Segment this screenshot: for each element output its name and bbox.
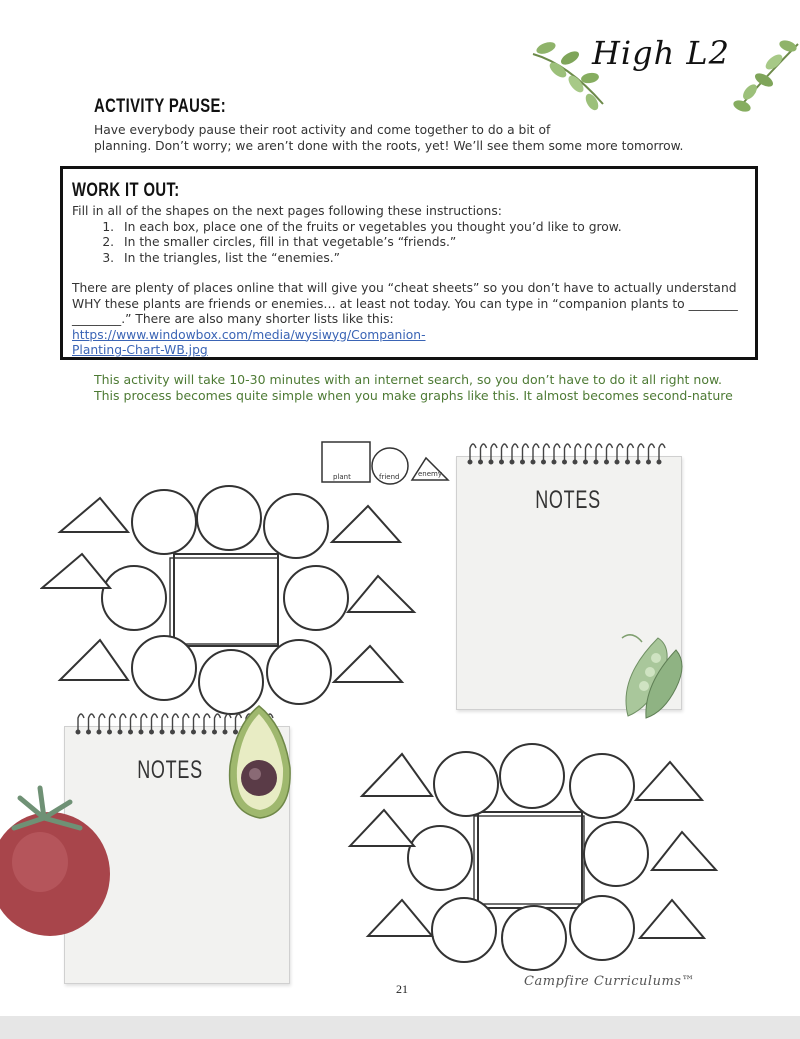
spiral-hole <box>171 730 175 734</box>
spiral-ring <box>204 714 210 732</box>
enemy-triangle[interactable] <box>652 832 716 870</box>
enemy-triangle[interactable] <box>362 754 432 796</box>
legend-enemy-label: enemy <box>418 470 443 478</box>
spiral-ring <box>638 444 644 462</box>
spiral-ring <box>491 444 497 462</box>
companion-chart-link-continued[interactable]: Planting-Chart-WB.jpg <box>72 343 208 357</box>
time-note-line-1: This activity will take 10-30 minutes with an internet search, so you don’t have to do it all right now. <box>94 372 723 387</box>
spiral-hole <box>468 460 472 464</box>
notes-label-bottom: NOTES <box>137 756 203 784</box>
pea-pod-icon <box>598 628 690 720</box>
spiral-hole <box>647 460 651 464</box>
time-note <box>94 372 754 404</box>
friend-circle[interactable] <box>267 640 331 704</box>
friend-circle[interactable] <box>197 486 261 550</box>
spiral-hole <box>150 730 154 734</box>
spiral-hole <box>192 730 196 734</box>
spiral-hole <box>594 460 598 464</box>
plant-box[interactable] <box>478 812 582 908</box>
spiral-ring <box>586 444 592 462</box>
companion-web-bottom <box>340 740 720 980</box>
spiral-ring <box>607 444 613 462</box>
enemy-triangle[interactable] <box>332 506 400 542</box>
friend-circle[interactable] <box>132 636 196 700</box>
spiral-ring <box>512 444 518 462</box>
enemy-triangle[interactable] <box>640 900 704 938</box>
spiral-ring <box>120 714 126 732</box>
spiral-ring <box>78 714 84 732</box>
spiral-ring <box>162 714 168 732</box>
spiral-ring <box>89 714 95 732</box>
enemy-triangle[interactable] <box>60 640 128 680</box>
plant-box[interactable] <box>174 554 278 646</box>
enemy-triangle[interactable] <box>60 498 128 532</box>
brand-signature: Campfire Curriculums™ <box>524 974 695 989</box>
spiral-ring <box>194 714 200 732</box>
spiral-hole <box>489 460 493 464</box>
spiral-ring <box>502 444 508 462</box>
activity-pause-line-1: Have everybody pause their root activity and come together to do a bit of <box>94 123 551 137</box>
legend-friend-label: friend <box>379 473 400 481</box>
enemy-triangle[interactable] <box>350 810 414 846</box>
spiral-ring <box>575 444 581 462</box>
spiral-ring <box>659 444 665 462</box>
spiral-ring <box>141 714 147 732</box>
friend-circle[interactable] <box>132 490 196 554</box>
page-number: 21 <box>396 982 408 996</box>
spiral-ring <box>533 444 539 462</box>
spiral-hole <box>636 460 640 464</box>
spiral-ring <box>131 714 137 732</box>
activity-pause-heading: ACTIVITY PAUSE: <box>94 96 227 117</box>
spiral-ring <box>470 444 476 462</box>
spiral-hole <box>563 460 567 464</box>
enemy-triangle[interactable] <box>334 646 402 682</box>
spiral-hole <box>657 460 661 464</box>
spiral-hole <box>521 460 525 464</box>
spiral-hole <box>500 460 504 464</box>
shape-legend <box>318 438 458 486</box>
level-label: High L2 <box>591 34 730 72</box>
friend-circle[interactable] <box>264 494 328 558</box>
spiral-ring <box>99 714 105 732</box>
spiral-ring <box>152 714 158 732</box>
spiral-ring <box>628 444 634 462</box>
spiral-hole <box>573 460 577 464</box>
enemy-triangle[interactable] <box>42 554 110 588</box>
friend-circle[interactable] <box>284 566 348 630</box>
enemy-triangle[interactable] <box>368 900 432 936</box>
friend-circle[interactable] <box>502 906 566 970</box>
spiral-hole <box>605 460 609 464</box>
companion-chart-link[interactable]: https://www.windowbox.com/media/wysiwyg/Companion- <box>72 327 426 342</box>
enemy-triangle[interactable] <box>636 762 702 800</box>
enemy-triangle[interactable] <box>348 576 414 612</box>
cheat-sheet-line-3: ________.” There are also many shorter lists like this: <box>72 312 394 326</box>
companion-web-top <box>40 482 420 722</box>
leaf-decoration-right-icon <box>728 34 800 114</box>
friend-circle[interactable] <box>570 754 634 818</box>
friend-circle[interactable] <box>102 566 166 630</box>
friend-circle[interactable] <box>434 752 498 816</box>
spiral-ring <box>215 714 221 732</box>
spiral-hole <box>87 730 91 734</box>
spiral-hole <box>76 730 80 734</box>
spiral-ring <box>183 714 189 732</box>
spiral-hole <box>510 460 514 464</box>
friend-circle[interactable] <box>570 896 634 960</box>
spiral-hole <box>552 460 556 464</box>
activity-pause-line-2: planning. Don’t worry; we aren’t done with the roots, yet! We’ll see them some more tomorrow. <box>94 138 684 153</box>
spiral-ring <box>554 444 560 462</box>
spiral-hole <box>479 460 483 464</box>
spiral-hole <box>108 730 112 734</box>
activity-pause-text <box>94 123 734 154</box>
spiral-hole <box>615 460 619 464</box>
spiral-ring <box>565 444 571 462</box>
spiral-hole <box>181 730 185 734</box>
spiral-ring <box>110 714 116 732</box>
friend-circle[interactable] <box>432 898 496 962</box>
time-note-line-2: This process becomes quite simple when you make graphs like this. It almost becomes second-nature <box>94 388 733 403</box>
spiral-hole <box>139 730 143 734</box>
spiral-hole <box>542 460 546 464</box>
legend-plant-label: plant <box>333 473 351 481</box>
spiral-hole <box>129 730 133 734</box>
spiral-binding-icon <box>456 438 680 466</box>
spiral-hole <box>531 460 535 464</box>
spiral-ring <box>617 444 623 462</box>
spiral-ring <box>596 444 602 462</box>
spiral-ring <box>523 444 529 462</box>
spiral-hole <box>213 730 217 734</box>
cheat-sheet-line-1: There are plenty of places online that will give you “cheat sheets” so you don’t have to actually understand <box>72 281 737 295</box>
cheat-sheet-line-2: WHY these plants are friends or enemies… at least not today. You can type in “companion plants to ________ <box>72 296 738 311</box>
spiral-hole <box>202 730 206 734</box>
instruction-step: 3. In the triangles, list the “enemies.” <box>118 251 744 267</box>
spiral-hole <box>160 730 164 734</box>
avocado-icon <box>222 704 296 822</box>
instruction-step: 2. In the smaller circles, fill in that vegetable’s “friends.” <box>118 235 744 251</box>
tomato-icon <box>0 778 112 938</box>
friend-circle[interactable] <box>500 744 564 808</box>
spiral-hole <box>118 730 122 734</box>
spiral-ring <box>649 444 655 462</box>
friend-circle[interactable] <box>408 826 472 890</box>
work-it-out-heading: WORK IT OUT: <box>72 180 180 201</box>
spiral-ring <box>544 444 550 462</box>
spiral-ring <box>173 714 179 732</box>
spiral-hole <box>584 460 588 464</box>
spiral-ring <box>481 444 487 462</box>
spiral-hole <box>97 730 101 734</box>
instruction-step: 1. In each box, place one of the fruits or vegetables you thought you’d like to grow. <box>118 220 744 236</box>
friend-circle[interactable] <box>584 822 648 886</box>
work-it-out-intro: Fill in all of the shapes on the next pages following these instructions: <box>72 204 502 218</box>
work-it-out-body <box>72 204 744 359</box>
spiral-hole <box>626 460 630 464</box>
viewer-bottom-bar <box>0 1016 800 1039</box>
instruction-list <box>72 220 744 267</box>
notes-label-top: NOTES <box>535 486 601 514</box>
